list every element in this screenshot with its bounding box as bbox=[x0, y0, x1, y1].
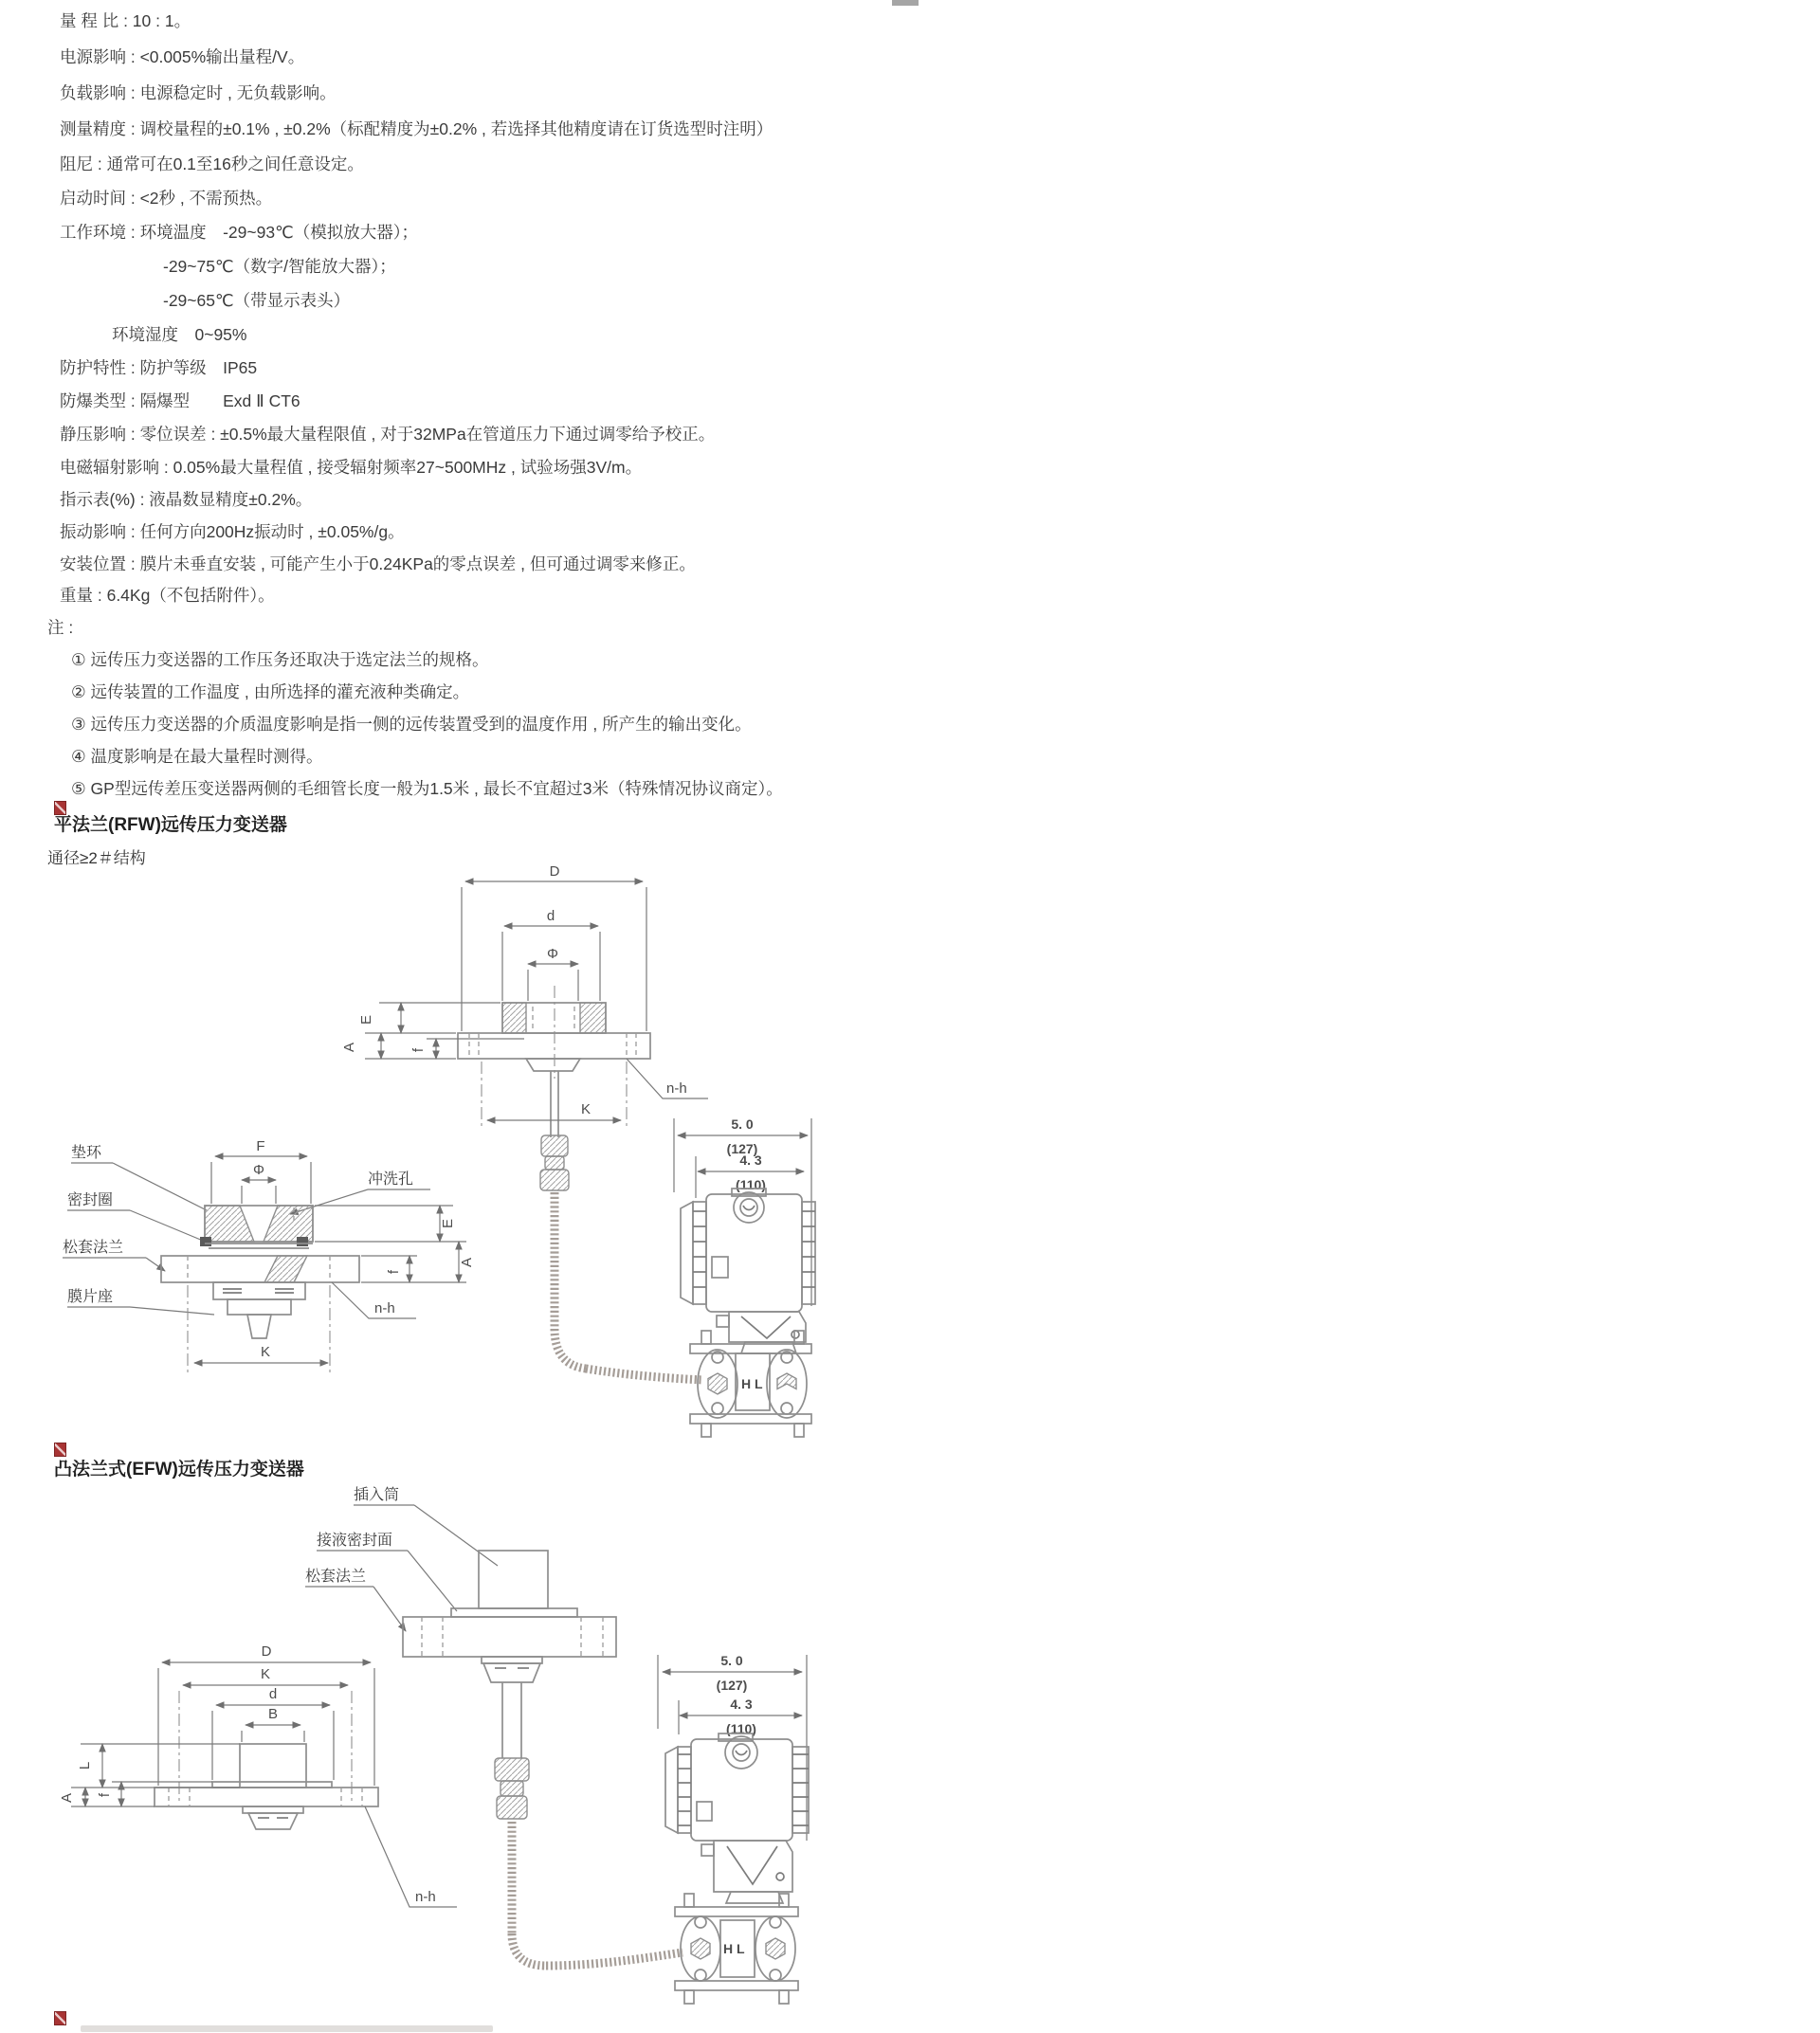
section-title-rfw: 平法兰(RFW)远传压力变送器 bbox=[54, 815, 287, 835]
rfw-flange-drawing bbox=[341, 863, 708, 1137]
broken-image-icon bbox=[54, 2011, 66, 2025]
spec-line: 工作环境 : 环境温度 -29~93℃（模拟放大器）； bbox=[60, 223, 418, 242]
label-seal-ring: 密封圈 bbox=[67, 1192, 114, 1208]
dim-body-mm: (110) bbox=[726, 1721, 756, 1736]
label-wetted-face: 接液密封面 bbox=[317, 1533, 393, 1549]
label-loose-flange: 松套法兰 bbox=[63, 1240, 124, 1256]
dim-label-nh: n-h bbox=[666, 1080, 687, 1097]
note-line: ⑤ GP型远传差压变送器两侧的毛细管长度一般为1.5米 , 最长不宜超过3米（特殊情况协议商定）。 bbox=[71, 779, 783, 798]
dim-width-in: 5. 0 bbox=[720, 1653, 743, 1668]
spec-line: -29~65℃（带显示表头） bbox=[163, 291, 351, 310]
section-subtitle-rfw: 通径≥2＃结构 bbox=[47, 849, 146, 867]
dim-label-phi: Φ bbox=[547, 946, 558, 962]
dim-label-E2: E bbox=[440, 1218, 456, 1229]
spec-line: 阻尼 : 通常可在0.1至16秒之间任意设定。 bbox=[60, 154, 364, 173]
broken-image-icon bbox=[54, 801, 66, 815]
dim-label-D: D bbox=[261, 1643, 272, 1660]
dim-width-mm: (127) bbox=[726, 1141, 758, 1156]
dim-label-f2: f bbox=[386, 1269, 402, 1275]
cutoff-text-fragment bbox=[81, 2025, 493, 2032]
dim-label-D: D bbox=[549, 863, 560, 880]
spec-line: 量 程 比 : 10 : 1。 bbox=[60, 11, 191, 30]
rfw-figure bbox=[38, 834, 872, 1450]
efw-dimension-drawing bbox=[59, 1643, 457, 1907]
dim-label-F: F bbox=[256, 1138, 265, 1154]
spec-line: 重量 : 6.4Kg（不包括附件）。 bbox=[60, 586, 275, 605]
rfw-section-drawing bbox=[63, 1138, 475, 1372]
efw-flange-drawing bbox=[305, 1485, 682, 1966]
note-line: ① 远传压力变送器的工作压务还取决于选定法兰的规格。 bbox=[71, 650, 489, 669]
label-washer: 垫环 bbox=[71, 1145, 102, 1161]
dim-label-K: K bbox=[260, 1666, 271, 1682]
spec-line: 防爆类型 : 隔爆型 Exd Ⅱ CT6 bbox=[60, 391, 300, 410]
dim-label-E: E bbox=[358, 1014, 374, 1026]
efw-figure bbox=[28, 1479, 919, 2033]
dim-label-nh2: n-h bbox=[374, 1300, 395, 1316]
dim-label-A2: A bbox=[459, 1257, 475, 1268]
broken-image-icon bbox=[54, 1443, 66, 1457]
dim-body-in: 4. 3 bbox=[730, 1697, 753, 1712]
dim-width-mm: (127) bbox=[716, 1678, 748, 1693]
dim-label-nh: n-h bbox=[415, 1889, 436, 1905]
section-title-efw: 凸法兰式(EFW)远传压力变送器 bbox=[54, 1460, 304, 1479]
dim-label-d: d bbox=[546, 908, 555, 924]
dim-label-K: K bbox=[580, 1101, 592, 1117]
dim-label-f: f bbox=[410, 1047, 427, 1053]
dim-label-L: L bbox=[77, 1761, 93, 1770]
note-line: ④ 温度影响是在最大量程时测得。 bbox=[71, 747, 323, 766]
note-line: ③ 远传压力变送器的介质温度影响是指一侧的远传装置受到的温度作用 , 所产生的输出变化。 bbox=[71, 715, 752, 734]
spec-line: 环境湿度 0~95% bbox=[112, 325, 247, 344]
dim-label-f: f bbox=[97, 1792, 113, 1798]
dim-label-phi2: Φ bbox=[253, 1162, 264, 1178]
dim-width-in: 5. 0 bbox=[731, 1116, 754, 1132]
rfw-transmitter-drawing bbox=[540, 1116, 815, 1437]
dim-body-mm: (110) bbox=[736, 1177, 766, 1192]
dim-label-A: A bbox=[59, 1792, 75, 1804]
spec-line: 电磁辐射影响 : 0.05%最大量程值 , 接受辐射频率27~500MHz , 试验场强3V/m。 bbox=[60, 458, 643, 477]
spec-line: 防护特性 : 防护等级 IP65 bbox=[60, 358, 258, 377]
spec-line: -29~75℃（数字/智能放大器）； bbox=[163, 257, 396, 276]
spec-line: 启动时间 : <2秒 , 不需预热。 bbox=[60, 189, 273, 208]
dim-label-A: A bbox=[341, 1042, 357, 1053]
port-labels-hl: H L bbox=[723, 1941, 745, 1956]
label-insert-tube: 插入筒 bbox=[354, 1487, 400, 1503]
label-diaphragm-seat: 膜片座 bbox=[67, 1289, 114, 1305]
efw-transmitter-drawing bbox=[658, 1653, 809, 2004]
dim-body-in: 4. 3 bbox=[739, 1153, 762, 1168]
cutoff-fragment-top bbox=[892, 0, 919, 6]
port-labels-hl: H L bbox=[741, 1376, 763, 1391]
spec-line: 测量精度 : 调校量程的±0.1% , ±0.2%（标配精度为±0.2% , 若选择其他精度请在订货选型时注明） bbox=[60, 119, 774, 138]
notes-label: 注 : bbox=[47, 618, 74, 637]
spec-line: 指示表(%) : 液晶数显精度±0.2%。 bbox=[60, 490, 313, 509]
label-loose-flange-efw: 松套法兰 bbox=[305, 1569, 367, 1585]
spec-line: 振动影响 : 任何方向200Hz振动时 , ±0.05%/g。 bbox=[60, 522, 405, 541]
spec-line: 静压影响 : 零位误差 : ±0.5%最大量程限值 , 对于32MPa在管道压力下通过调零给予校正。 bbox=[60, 425, 716, 444]
label-flush-hole: 冲洗孔 bbox=[368, 1171, 414, 1188]
dim-label-B: B bbox=[267, 1706, 279, 1722]
spec-line: 安装位置 : 膜片未垂直安装 , 可能产生小于0.24KPa的零点误差 , 但可通过调零来修正。 bbox=[60, 554, 696, 573]
spec-line: 负载影响 : 电源稳定时 , 无负载影响。 bbox=[60, 83, 337, 102]
dim-label-K2: K bbox=[260, 1344, 271, 1360]
dim-label-d: d bbox=[268, 1686, 278, 1702]
note-line: ② 远传装置的工作温度 , 由所选择的灌充液种类确定。 bbox=[71, 682, 470, 701]
spec-line: 电源影响 : <0.005%输出量程/V。 bbox=[60, 47, 305, 66]
